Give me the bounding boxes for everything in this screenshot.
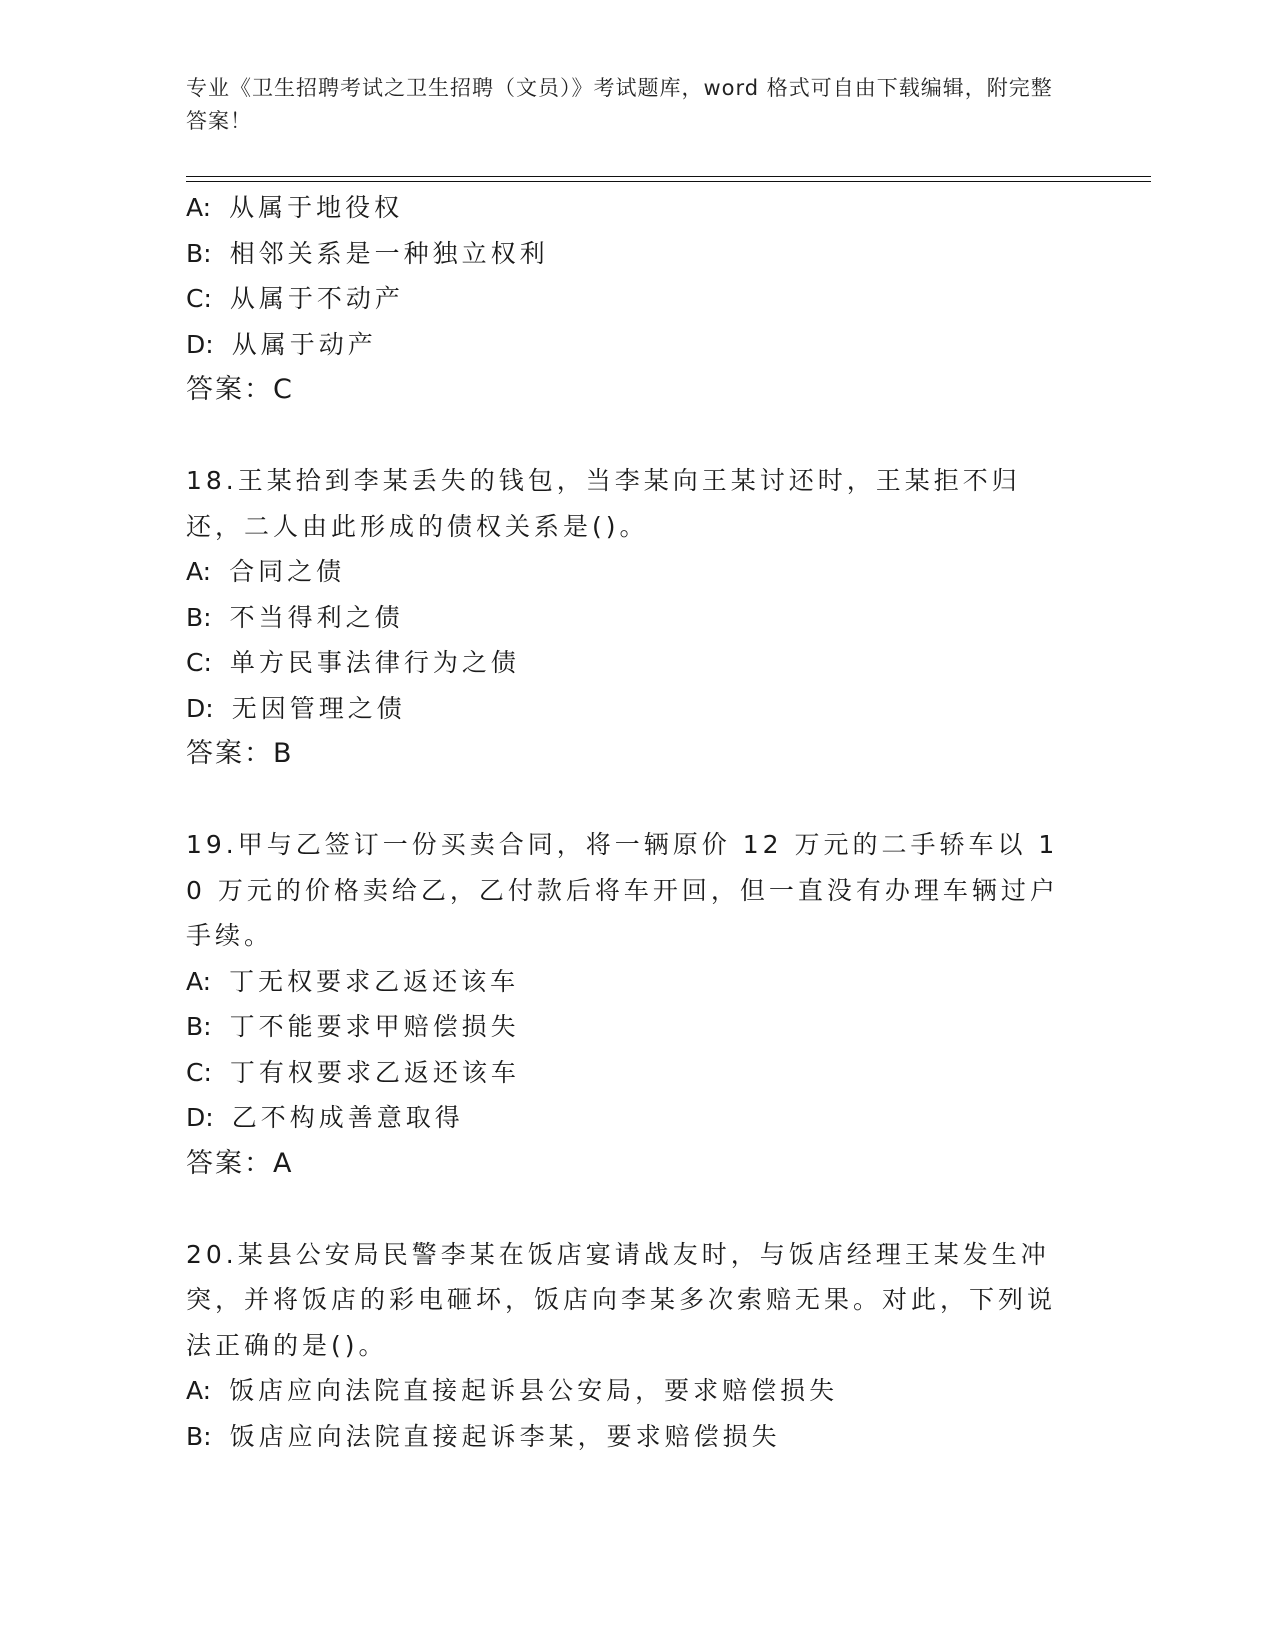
option-b: B: 相邻关系是一种独立权利 — [186, 238, 549, 268]
option-c: C: 丁有权要求乙返还该车 — [186, 1057, 520, 1087]
option-a: A: 合同之债 — [186, 557, 346, 586]
question-stem: 19.甲与乙签订一份买卖合同，将一辆原价 12 万元的二手轿车以 10 万元的价格卖给乙，乙付款后将车开回，但一直没有办理车辆过户手续。 — [186, 830, 1059, 950]
option-d: D: 无因管理之债 — [186, 693, 406, 723]
document-header: 专业《卫生招聘考试之卫生招聘（文员）》考试题库，word 格式可自由下载编辑，附完整答案！ — [186, 76, 1053, 133]
question-17 — [186, 185, 1086, 413]
question-list — [186, 185, 1086, 1459]
option-b: B: 饭店应向法院直接起诉李某，要求赔偿损失 — [186, 1421, 781, 1451]
question-18 — [186, 458, 1086, 777]
option-b: B: 丁不能要求甲赔偿损失 — [186, 1012, 520, 1041]
header-rule-top — [186, 176, 1151, 177]
question-20 — [186, 1232, 1086, 1460]
option-b: B: 不当得利之债 — [186, 602, 404, 632]
question-stem: 18.王某拾到李某丢失的钱包，当李某向王某讨还时，王某拒不归还，二人由此形成的债权关系是()。 — [186, 466, 1021, 541]
option-a: A: 从属于地役权 — [186, 193, 404, 222]
question-stem: 20.某县公安局民警李某在饭店宴请战友时，与饭店经理王某发生冲突，并将饭店的彩电砸坏，饭店向李某多次索赔无果。对此，下列说法正确的是()。 — [186, 1239, 1057, 1360]
question-19 — [186, 822, 1086, 1186]
option-c: C: 从属于不动产 — [186, 284, 404, 313]
answer: 答案：B — [186, 738, 294, 769]
option-c: C: 单方民事法律行为之债 — [186, 648, 520, 677]
option-d: D: 从属于动产 — [186, 329, 377, 359]
option-d: D: 乙不构成善意取得 — [186, 1103, 464, 1132]
answer: 答案：A — [186, 1147, 294, 1179]
option-a: A: 饭店应向法院直接起诉县公安局，要求赔偿损失 — [186, 1376, 839, 1405]
option-a: A: 丁无权要求乙返还该车 — [186, 966, 520, 996]
answer: 答案：C — [186, 374, 294, 405]
header-rule-bottom — [186, 181, 1151, 182]
